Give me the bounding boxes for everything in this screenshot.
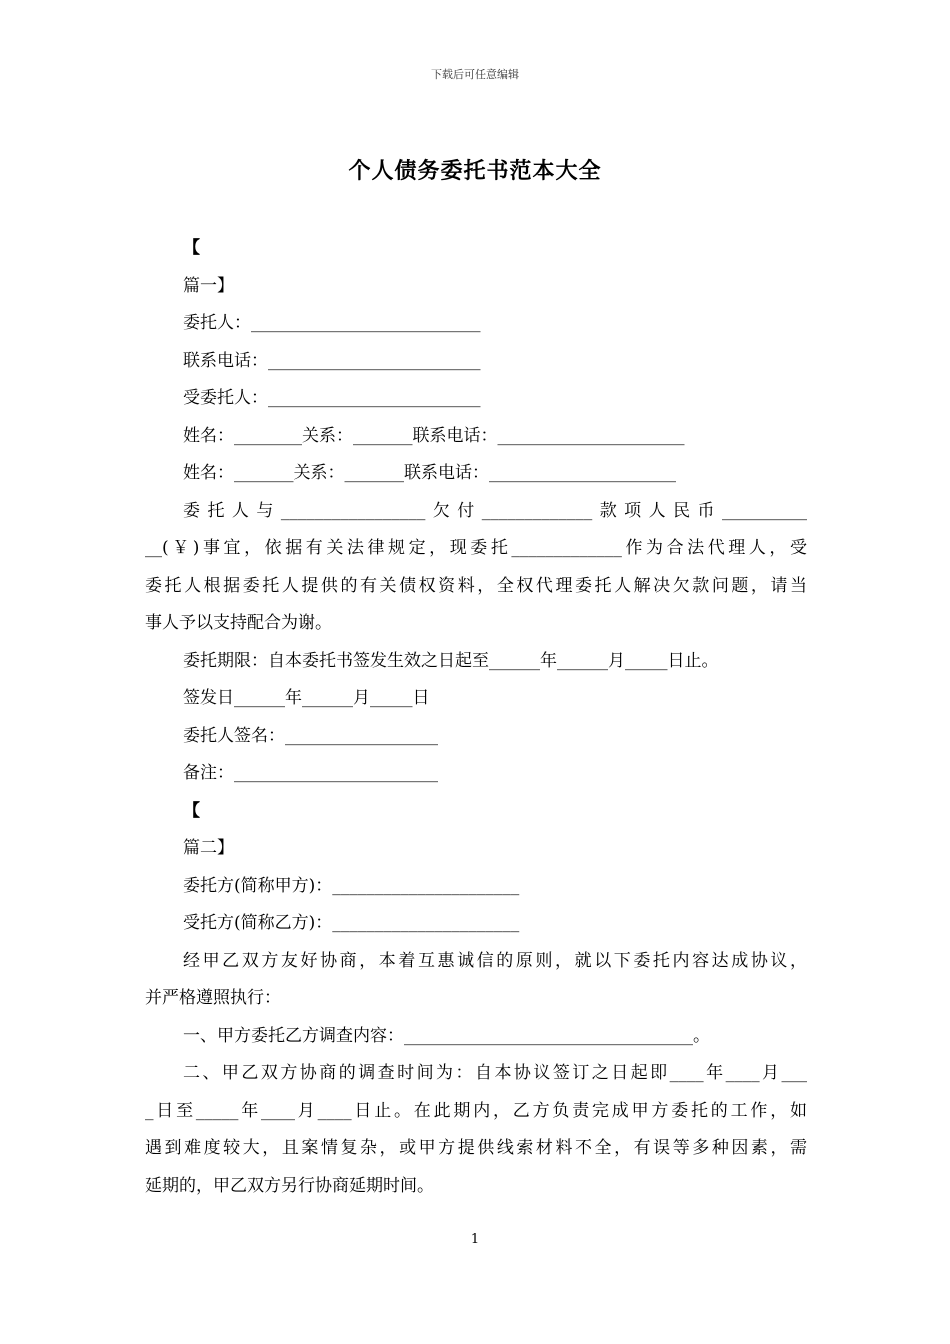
section-heading-1: 篇一】 [183, 275, 234, 296]
field-issue-date: 签发日______年______月_____日 [183, 688, 430, 708]
clause-2-line-1: 二、甲乙双方协商的调查时间为：自本协议签订之日起即____年____月___ [183, 1063, 807, 1083]
paragraph-1-line-1: 委托人与_________________欠付_____________款项人民币__________ [183, 500, 807, 521]
clause-2-line-2: _日至_____年____月____日止。在此期内，乙方负责完成甲方委托的工作，如 [145, 1100, 807, 1121]
clause-2-line-3: 遇到难度较大，且案情复杂，或甲方提供线索材料不全，有误等多种因素，需 [145, 1138, 807, 1158]
paragraph-1-line-3: 委托人根据委托人提供的有关债权资料，全权代理委托人解决欠款问题，请当 [145, 575, 807, 596]
field-term: 委托期限：自本委托书签发生效之日起至______年______月_____日止。 [183, 650, 719, 671]
field-party-a: 委托方(简称甲方)：______________________ [183, 875, 520, 896]
paragraph-1-line-4: 事人予以支持配合为谢。 [145, 613, 332, 633]
paragraph-2-line-2: 并严格遵照执行： [145, 988, 281, 1008]
field-name-row-2: 姓名：_______关系：_______联系电话：______________________ [183, 463, 676, 483]
field-remarks: 备注：________________________ [183, 763, 438, 783]
section-heading-2: 篇二】 [183, 838, 234, 858]
document-body [145, 230, 807, 1205]
clause-1: 一、甲方委托乙方调查内容：__________________________________。 [183, 1025, 710, 1046]
section-bracket-open-1: 【 [183, 238, 200, 258]
paragraph-2-line-1: 经甲乙双方友好协商，本着互惠诚信的原则，就以下委托内容达成协议， [183, 950, 807, 971]
field-agent: 受委托人：_________________________ [183, 388, 481, 408]
field-name-row-1: 姓名：________关系：_______联系电话：______________________ [183, 425, 685, 446]
page-header: 下载后可任意编辑 [431, 68, 519, 81]
page-number: 1 [470, 1232, 480, 1247]
field-principal: 委托人：___________________________ [183, 313, 481, 333]
section-bracket-open-2: 【 [183, 800, 200, 821]
field-phone: 联系电话：_________________________ [183, 350, 481, 371]
document-title: 个人债务委托书范本大全 [348, 158, 602, 184]
clause-2-line-4: 延期的，甲乙双方另行协商延期时间。 [145, 1175, 434, 1196]
paragraph-1-line-2: __(￥)事宜，依据有关法律规定，现委托_____________作为合法代理人，受 [145, 538, 807, 558]
field-party-b: 受托方(简称乙方)：______________________ [183, 913, 520, 933]
field-signature: 委托人签名：__________________ [183, 725, 438, 746]
